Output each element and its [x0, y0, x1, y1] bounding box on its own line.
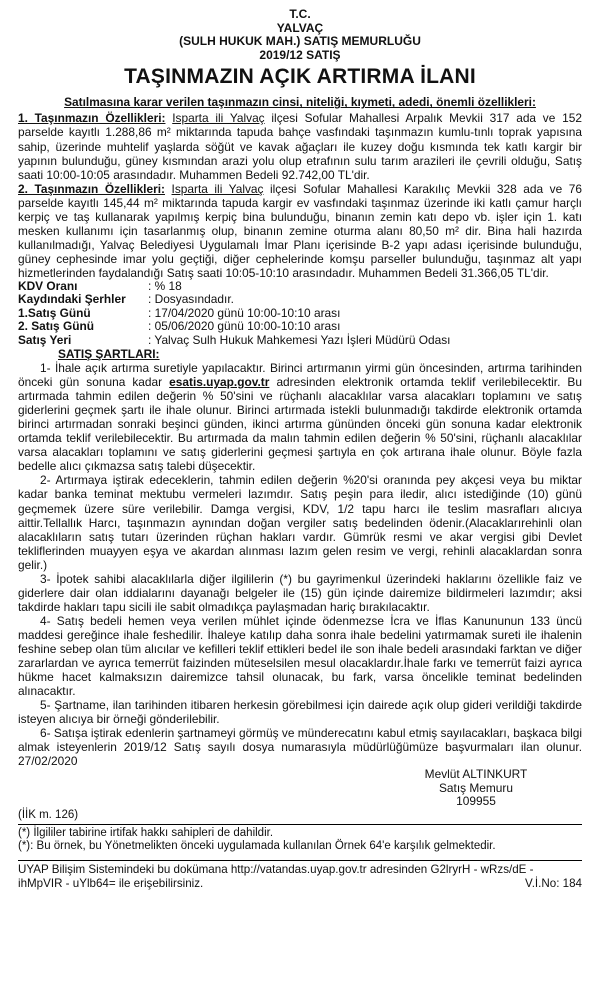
info-key: Kaydındaki Şerhler: [18, 292, 126, 307]
footer-divider: [18, 860, 582, 861]
condition-2: 2- Artırmaya iştirak edeceklerin, tahmin edilen değerin %20'si oranında pey akçesi veya bu miktar kadar banka teminat mektubu vermeleri lazımdır. Satış peşin para iledir, alıcı istediğinde (10) günü geçmemek üzere süre verilebilir. Damga vergisi, KDV, 1/2 tapu harcı ile teslim masrafları alıcıya aittir.Tellallık Harcı, taşınmazın aynından doğan vergiler satış bedelinden ödenir.(Alacaklarırehinli olan alacaklıların satış tutarı üzerinden rüçhan hakları vardır. Gümrük resmi ve akar vergisi gibi Devlet tekliflerinden muayyen eşya ve akardan alınması lazım gelen resim ve vergi, rehinli alacaklardan sonra gelir.): [18, 473, 582, 572]
property-2-text: ilçesi Sofular Mahallesi Karakılıç Mevkii 328 ada ve 76 parselde kayıtlı 145,44 m² miktarında tapuda kargir ev vasfındaki taşınmaz üzerinde iki katlı çamur harçlı kerpiç ve taş kullanarak yapılmış kerpiç bina bulunduğu, binanın zemin katı depo vb. işler için 1. katı mesken kullanımı için tasarlanmış olup, binanın zemine oturma alanı 80,50 m² dir. Bina hali hazırda kullanılmadığı, Yalvaç Belediyesi Uygulamalı İmar Planı içerisinde B-2 yapı adası içerisinde bulunduğu, güney cephesinde imar yolu geçtiği, diğer cephelerinde komşu parseller bulunduğu, taşınmaz alt yapı hizmetlerinden faydalandığı Satış saati 10:05-10:10 arasındadır. Muhammen Bedeli 31.366,05 TL'dir.: [18, 181, 582, 280]
esatis-link[interactable]: esatis.uyap.gov.tr: [169, 375, 270, 390]
note-1: (*) İlgililer tabirine irtifak hakkı sahipleri de dahildir.: [18, 827, 274, 840]
property-1-label: 1. Taşınmazın Özellikleri:: [18, 111, 166, 126]
condition-3: 3- İpotek sahibi alacaklılarla diğer ilgililerin (*) bu gayrimenkul üzerindeki haklarını özellikle faiz ve giderlere dair olan iddialarını dayanağı belgeler ile (15) gün içinde dairemize bildirmeleri lazımdır; aksi takdirde hakları tapu sicili ile sabit olmadıkça paylaşmadan hariç bırakılacaktır.: [18, 571, 582, 614]
info-value: : 17/04/2020 günü 10:00-10:10 arası: [148, 305, 341, 320]
condition-1: [18, 361, 582, 473]
footer: [18, 863, 582, 891]
info-row: [18, 293, 450, 306]
property-1-paragraph: [18, 111, 582, 181]
condition-5: 5- Şartname, ilan tarihinden itibaren herkesin görebilmesi için dairede açık olup gideri verildiği takdirde isteyen alıcıya bir örneği gönderilebilir.: [18, 698, 582, 727]
footer-line-1: UYAP Bilişim Sistemindeki bu dokümana http://vatandas.uyap.gov.tr adresinden G2lryrH - wRzs/dE -: [18, 862, 534, 876]
signer-role: Satış Memuru: [438, 780, 513, 795]
info-key: 1.Satış Günü: [18, 305, 91, 320]
page-title: TAŞINMAZIN AÇIK ARTIRMA İLANI: [124, 65, 476, 89]
signature-block: [406, 768, 546, 808]
property-2-label: 2. Taşınmazın Özellikleri:: [18, 181, 165, 196]
header: [18, 8, 582, 62]
notes-divider: [18, 824, 582, 825]
note-2: (*): Bu örnek, bu Yönetmelikten önceki uygulamada kullanılan Örnek 64'e karşılık gelmektedir.: [18, 840, 496, 853]
property-1-text: ilçesi Sofular Mahallesi Arpalık Mevkii 317 ada ve 152 parselde kayıtlı 1.288,86 m² miktarında tapuda bahçe vasfındaki taşınmazın kumlu-tınlı toprak yapısına sahip, üzerinde muhtelif yaşlarda söğüt ve kavak ağaçları ile kuzey doğu kısmında tek katlı kargir bir yapının bulunduğu, güney kısmından arazi yolu olup etrafının sulu tarım arazileri ile çevrili olduğu, Satış saati 10:00-10:05 arasındadır. Muhammen Bedeli 92.742,00 TL'dir.: [18, 111, 582, 182]
condition-6: 6- Satışa iştirak edenlerin şartnameyi görmüş ve münderecatını kabul etmiş sayılacakları, başkaca bilgi almak isteyenlerin 2019/12 Satış sayılı dosya numarasıyla müdürlüğümüze başvurmaları ilan olunur. 27/02/2020: [18, 726, 582, 769]
info-row: [18, 320, 450, 333]
header-line-office: (SULH HUKUK MAH.) SATIŞ MEMURLUĞU: [179, 34, 421, 49]
info-value: : 05/06/2020 günü 10:00-10:10 arası: [148, 319, 341, 334]
sale-info-table: [18, 280, 450, 347]
info-value: : % 18: [148, 278, 182, 293]
header-line-tc: T.C.: [289, 7, 311, 21]
condition-1-text-a: 1- İhale açık artırma suretiyle yapılacaktır. Birinci artırmanın yirmi gün öncesinden, artırma tarihinden önceki gün sonuna kadar: [18, 361, 582, 390]
info-value: : Dosyasındadır.: [148, 292, 234, 307]
info-key: KDV Oranı: [18, 278, 78, 293]
footer-row: [18, 877, 582, 891]
header-line-file: 2019/12 SATIŞ: [259, 47, 341, 62]
info-key: 2. Satış Günü: [18, 319, 94, 334]
subtitle: Satılmasına karar verilen taşınmazın cinsi, niteliği, kıymeti, adedi, önemli özellikleri:: [64, 95, 536, 110]
signer-name: Mevlüt ALTINKURT: [424, 767, 528, 782]
property-1-location: Isparta ili Yalvaç: [172, 111, 265, 126]
header-line-yalvac: YALVAÇ: [276, 20, 324, 35]
footer-line-2: ihMpVIR - uYlb64= ile erişebilirsiniz.: [18, 876, 204, 890]
notes: [18, 809, 582, 854]
info-value: : Yalvaç Sulh Hukuk Mahkemesi Yazı İşleri Müdürü Odası: [148, 332, 451, 347]
conditions-heading: SATIŞ ŞARTLARI:: [58, 347, 160, 362]
info-key: Satış Yeri: [18, 332, 72, 347]
signer-number: 109955: [456, 794, 496, 809]
info-row: [18, 280, 450, 293]
note-ref: (İİK m. 126): [18, 808, 79, 821]
property-2-location: Isparta ili Yalvaç: [171, 181, 264, 196]
info-row: [18, 334, 450, 347]
condition-1-text-b: adresinden elektronik ortamda teklif verilebilecektir. Bu artırmada tahmin edilen değerin % 50'sini ve rüçhanlı alacaklılar varsa alacakları toplamını ve satış giderlerini geçmek şartı ile ihale olunur. Birinci artırmada istekli bulunmadığı takdirde elektronik ortamda birinci artırmadan sonraki beşinci günden, ikinci artırma gününden önceki gün sonuna kadar elektronik ortamda teklif verilebilecektir. Bu artırmada da malın tahmin edilen değerin % 50'sini, rüçhanlı alacaklılar varsa alacakları toplamını ve satış giderlerini geçmesi şartıyla en çok artırana ihale olunur. Böyle fazla bedelle alıcı çıkmazsa satış talebi düşecektir.: [18, 375, 582, 474]
info-row: [18, 307, 450, 320]
footer-code: V.İ.No: 184: [525, 876, 582, 890]
condition-4: 4- Satış bedeli hemen veya verilen mühlet içinde ödenmezse İcra ve İflas Kanununun 133 üncü maddesi gereğince ihale feshedilir. İhaleye katılıp daha sonra ihale bedelini yatırmamak sureti ile ihalenin feshine sebep olan tüm alıcılar ve kefilleri teklif ettikleri bedel ile son ihale bedeli arasındaki farktan ve diğer zararlardan ve ayrıca temerrüt faizinden müteselsilen mesul olacaklardır.İhale farkı ve temerrüt faizi ayrıca hükme hacet kalmaksızın dairemizce tahsil olunacak, bu fark, varsa öncelikle teminat bedelinden alınacaktır.: [18, 613, 582, 699]
property-2-paragraph: [18, 182, 582, 280]
